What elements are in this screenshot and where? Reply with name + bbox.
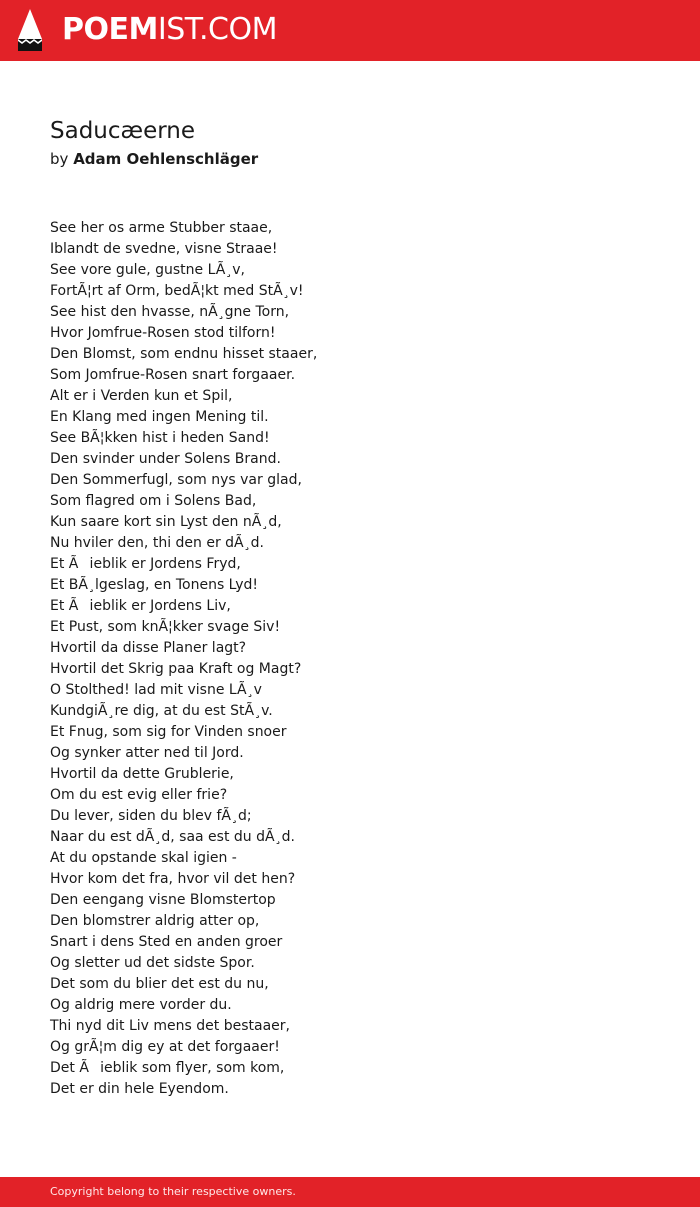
poem-line: Nu hviler den, thi den er dÃ¸d. [50,535,264,551]
site-logo[interactable] [62,13,277,47]
poem-line: See her os arme Stubber staae, [50,220,273,236]
logo-text-light: IST.COM [157,12,277,47]
poem-line: Hvor Jomfrue-Rosen stod tilforn! [50,325,276,341]
poem-line: Og aldrig mere vorder du. [50,997,232,1013]
poem-line: Snart i dens Sted en anden groer [50,934,283,950]
poem-line: Et Fnug, som sig for Vinden snoer [50,724,287,740]
poem-line: Det som du blier det est du nu, [50,976,269,992]
poem-line: Det Ãieblik som flyer, som kom, [50,1060,285,1076]
by-label: by [50,150,69,168]
poem-line: Alt er i Verden kun et Spil, [50,388,233,404]
logo-text-bold: POEM [62,12,158,47]
poem-line: Og synker atter ned til Jord. [50,745,244,761]
poem-line: Om du est evig eller frie? [50,787,228,803]
poem-line: O Stolthed! lad mit visne LÃ¸v [50,682,262,698]
byline [50,148,258,170]
poem-line: Du lever, siden du blev fÃ¸d; [50,808,252,824]
poem-line: At du opstande skal igien - [50,850,237,866]
poem-line: KundgiÃ¸re dig, at du est StÃ¸v. [50,703,273,719]
poem-line: Iblandt de svedne, visne Straae! [50,241,278,257]
poem-line: Hvor kom det fra, hvor vil det hen? [50,871,296,887]
poem-line: See BÃ¦kken hist i heden Sand! [50,430,270,446]
poem-line: See vore gule, gustne LÃ¸v, [50,262,246,278]
poem-body [50,218,317,1100]
poem-line: Den Sommerfugl, som nys var glad, [50,472,302,488]
poem-line: Kun saare kort sin Lyst den nÃ¸d, [50,514,282,530]
poem-line: En Klang med ingen Mening til. [50,409,269,425]
poem-line: Et Ãieblik er Jordens Liv, [50,598,231,614]
poem-line: FortÃ¦rt af Orm, bedÃ¦kt med StÃ¸v! [50,283,304,299]
site-footer [0,1177,700,1207]
poem-line: Den eengang visne Blomstertop [50,892,276,908]
poem-line: Hvortil da dette Grublerie, [50,766,234,782]
poem-line: Som Jomfrue-Rosen snart forgaaer. [50,367,296,383]
author-name: Adam Oehlenschläger [73,150,259,168]
poem-line: Og grÃ¦m dig ey at det forgaaer! [50,1039,280,1055]
pencil-tip-icon[interactable] [18,9,42,51]
poem-line: Den Blomst, som endnu hisset staaer, [50,346,318,362]
poem-line: Det er din hele Eyendom. [50,1081,229,1097]
poem-title: Saducæerne [50,118,196,144]
poem-line: Et Pust, som knÃ¦kker svage Siv! [50,619,281,635]
poem-line: Den svinder under Solens Brand. [50,451,281,467]
poem-line: Som flagred om i Solens Bad, [50,493,257,509]
poem-line: Og sletter ud det sidste Spor. [50,955,255,971]
poem-line: Et Ãieblik er Jordens Fryd, [50,556,241,572]
poem-line: See hist den hvasse, nÃ¸gne Torn, [50,304,290,320]
copyright-notice: Copyright belong to their respective owners. [50,1185,296,1198]
site-header [0,0,700,61]
poem-line: Thi nyd dit Liv mens det bestaaer, [50,1018,290,1034]
poem-line: Den blomstrer aldrig atter op, [50,913,260,929]
poem-line: Hvortil da disse Planer lagt? [50,640,247,656]
poem-line: Et BÃ¸lgeslag, en Tonens Lyd! [50,577,258,593]
poem-line: Hvortil det Skrig paa Kraft og Magt? [50,661,302,677]
poem-line: Naar du est dÃ¸d, saa est du dÃ¸d. [50,829,295,845]
